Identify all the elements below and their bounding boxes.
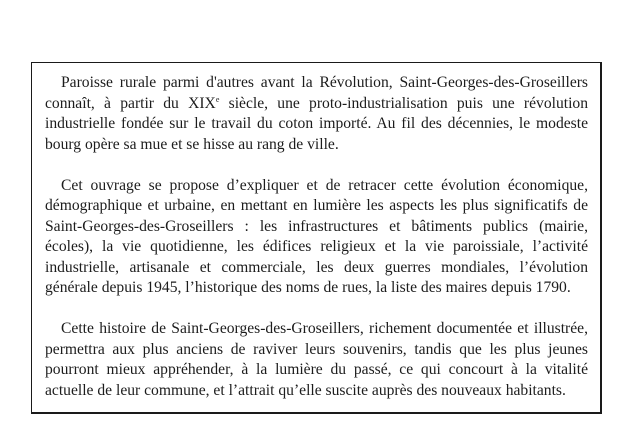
paragraph-2: Cet ouvrage se propose d’expliquer et de retracer cette évolution économique, démographique et urbaine, en mettant en lumière les aspects les plus significatifs de Saint-Georges-des-Groseillers : les infrastructures et bâtiments publics (mairie, écoles), la vie quotidienne, les édifices religieux et la vie paroissiale, l’activité industrielle, artisanale et commerciale, les deux guerres mondiales, l’évolution générale depuis 1945, l’historique des noms de rues, la liste des maires depuis 1790. (45, 176, 588, 296)
paragraph-3: Cette histoire de Saint-Georges-des-Groseillers, richement documentée et illustrée, permettra aux plus anciens de raviver leurs souvenirs, tandis que les plus jeunes pourront mieux appréhender, à la lumière du passé, ce qui concourt à la vitalité actuelle de leur commune, et l’attrait qu’elle suscite auprès des nouveaux habitants. (45, 320, 588, 399)
paragraph-1-part-1: Paroisse rurale parmi d'autres avant la Révolution, Saint-Georges-des-Groseillers connaît, à partir du XIX (45, 74, 588, 112)
century-superscript: e (215, 94, 220, 104)
paragraph-1-part-2: siècle, une proto-industrialisation puis une révolution industrielle fondée sur le travail du coton importé. Au fil des décennies, le modeste bourg opère sa mue et se hisse au rang de ville. (45, 94, 589, 153)
text-frame (31, 62, 602, 414)
paragraph-1 (45, 73, 588, 155)
blurb-text (45, 73, 588, 401)
